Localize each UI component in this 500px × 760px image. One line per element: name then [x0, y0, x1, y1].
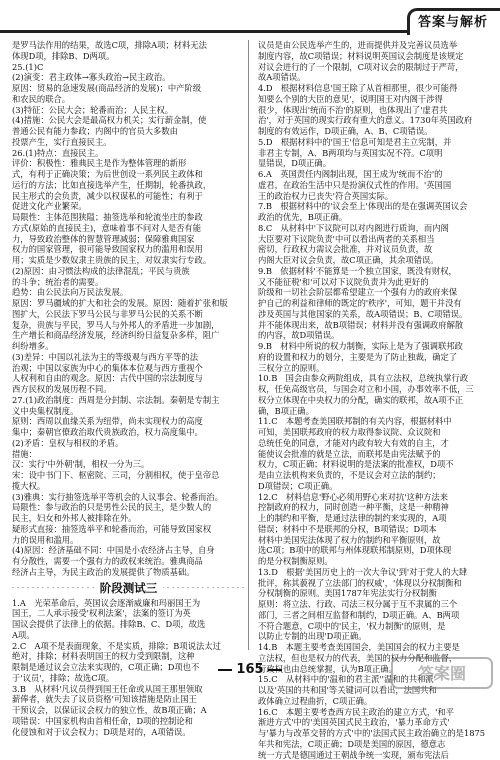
text-line: 限制是通过议会立法来实现的，C项正确；D项也不 [12, 662, 245, 673]
text-line: 政治的优先，B项正确。 [258, 212, 491, 223]
text-line: 显错误，D项正确。 [258, 158, 491, 169]
text-line: 对议会进行的了一个限制，C项对议会的限制过于严苛， [258, 62, 491, 73]
text-line: 民主形式的会负责，减少以权谋私的可能性；有利于 [12, 191, 245, 202]
text-line: (3)特征：公民大会；轮番而治；人民主权。 [12, 105, 245, 116]
text-line: 10.B 国会由参众两院组成，具有立法权，总统执掌行政 [258, 373, 491, 384]
text-line: 阶级和一切社会阶层都希望建立一个强有力的政府来保 [258, 287, 491, 298]
text-line: 涉及英国与其他国家的关系，故A项错误；B、C项错误。 [258, 309, 491, 320]
text-line: 行政权也由总统掌握，认为B项正确。 [258, 664, 491, 675]
text-line: 制度内容，故C项错误；材料说明英国议会制度是该规定 [258, 51, 491, 62]
text-line: 原因：贸易的急速发展(商品经济的发展)；中产阶级 [12, 83, 245, 94]
text-line: 确，B项正确。 [258, 406, 491, 417]
text-line: 非君主专制，A、B两项均与英国实况不符。C项明 [258, 148, 491, 159]
text-line: 用；实质是少数奴隶主贵族的民主，对奴隶实行专政。 [12, 255, 245, 266]
text-line: 的内容，故D项错误。 [258, 330, 491, 341]
text-line: 措施： [12, 449, 245, 460]
page-number: 165 [0, 662, 500, 677]
page-header [0, 0, 500, 38]
text-line: (4)措施：公民大会是最高权力机关；实行薪金制，使 [12, 115, 245, 126]
text-line: 1.A 光荣革命后，英国议会逐渐威廉和玛丽国王为 [12, 598, 245, 609]
text-line: 权分立体现在中央权力的分配，确实的联邦，故A项不正 [258, 395, 491, 406]
text-line: 9.B 依据材料'不能算是一个独立国家，既没有财权， [258, 266, 491, 277]
text-line: 是罗马法作用的结果，故选C项，排除A项；材料无法 [12, 40, 245, 51]
section-heading-text: 阶段测试三 [94, 581, 164, 595]
column-divider [248, 40, 249, 650]
text-line: 很少，体现出'统而不治'的原则，也体现出了'虚君共 [258, 105, 491, 116]
text-line: 护自己的利益和律师的既定的'秩序'，可知，题干并没有 [258, 298, 491, 309]
text-line: 13.D 根据'美国历史上的一次大争议'到'对于党人的大肆 [258, 567, 491, 578]
text-line: 原因：罗马疆域的扩大和社会的发展。原因：随着扩张和版 [12, 298, 245, 309]
text-line: 集中；秦朝官僚政治取代贵族政治，权力高度集中。 [12, 427, 245, 438]
text-line: 5.D 根据材料中的'国王'信息可知是君主立宪制，并 [258, 137, 491, 148]
text-line: 体现D项，排除B、D两项。 [12, 51, 245, 62]
text-line: 薪俸者，就失去了议员资格'可知该措施是防止国王 [12, 694, 245, 705]
text-line: (2)原因：由习惯法构成的法律混乱；平民与贵族 [12, 266, 245, 277]
text-line: 7.B 根据材料中的'议会至上'体现出的是在强调英国议会 [258, 201, 491, 212]
text-line: 11.C 本题考查美国联邦制的有关内容，根据材料中 [258, 416, 491, 427]
text-line: 立法权，但也是权力的代表，美国的权力分配和监督， [258, 653, 491, 664]
text-line: 的是分权制衡原则。 [258, 556, 491, 567]
text-line: 普通公民有能力参政；内阁中的官员大多数由 [12, 126, 245, 137]
text-line: 大臣要对下议院负责'中可以看出两者的关系相当 [258, 234, 491, 245]
text-line: 制度的有效运作，D项正确，A、B、C项错误。 [258, 126, 491, 137]
text-line: 权力的国家管理，很可能导致国家权力的滥用和误用 [12, 244, 245, 255]
text-line: 批评，称其藐视了立法部门的权威'，'体现以分权制衡和 [258, 578, 491, 589]
text-line: 不符合题意，C项中的'民主，'权力制衡'的原则，是 [258, 621, 491, 632]
text-line: 局限性：主体范围狭隘；抽签选举和轮流坐庄的参政 [12, 212, 245, 223]
text-line: 14.B 本题主要考查美国国会，美国国会的权力主要是 [258, 642, 491, 653]
text-line: 故A项错误。 [258, 72, 491, 83]
text-line: 复杂，贵族与平民，罗马人与外邦人的矛盾进一步加剧， [12, 320, 245, 331]
text-line: 揽大权。 [12, 481, 245, 492]
text-line: 治观；中国以家族为中心的集体本位观与西方重视个 [12, 363, 245, 374]
text-line: D项错误；C项正确。 [258, 481, 491, 492]
text-line: (3)雅典：实行抽签选举平等机会的人议事会、轮番而治。 [12, 492, 245, 503]
text-line: 式，有利于正确决策；为后世创设一系列民主政体和 [12, 169, 245, 180]
text-line: A项。 [12, 630, 245, 641]
text-line: 原则：西周以血缘关系为纽带，尚未实现权力的高度 [12, 416, 245, 427]
text-line: 西方民权的发展历程不同。 [12, 384, 245, 395]
watermark-logo [390, 656, 494, 690]
text-line: 年共和宪法，C项正确；D项是美国的原因，德意志 [258, 739, 491, 750]
text-line: 26.(1)特点：直接民主。 [12, 148, 245, 159]
text-line: 8.C 从材料中'下议院可以对内阁进行质询，而内阁 [258, 223, 491, 234]
text-line: 并不能体现出来，故B项错误；材料并没有强调政府解散 [258, 320, 491, 331]
text-line: 经济占主导，为民主政治的发展提供了物质基础。 [12, 567, 245, 578]
text-line: 纠纷增多。 [12, 341, 245, 352]
text-line: (3)差异：中国以礼法为主的等级观与西方平等的法 [12, 352, 245, 363]
text-line: 又不能征税'和'可以对下议院负责并为此更好的 [258, 277, 491, 288]
text-line: 府的设置和权力的划分，主要是为了防止独裁，确定了 [258, 352, 491, 363]
text-line: 以及'英国的共和国'等关键词可以看出，法国共和 [258, 685, 491, 696]
watermark-text: 答案圈 [418, 664, 466, 683]
left-column [12, 40, 245, 737]
text-line: 于'议员'，排除；故选C项。 [12, 673, 245, 684]
text-line: 投票产生，实行直接民主。 [12, 137, 245, 148]
text-line: 错误；材料中不是联邦的分权，B项错误；D项本 [258, 524, 491, 535]
text-line: 治'，对于英国的现实行政有重大的意义。1730年英国政府 [258, 115, 491, 126]
text-line: 控制政府的权力，同时创造一种平衡，这是一种精神 [258, 502, 491, 513]
text-line: 局限性：参与政治的只是男性公民的民主，是少数人的 [12, 502, 245, 513]
text-line: 三权分立的原则。 [258, 363, 491, 374]
text-line: 4.D 根据材料信息'国王除了从首相那里，很少可能得 [258, 83, 491, 94]
text-line: 12.C 材料信息'野心必须用野心来对抗'这种方法来 [258, 492, 491, 503]
text-line: 知要么个别的大臣的意见'，说明国王对内阁干涉得 [258, 94, 491, 105]
text-line: 统一方式是德国通过王朝战争统一实现，颁布宪法后 [258, 750, 491, 760]
text-line: 力，导致政治整体的智慧管理减弱；保障雅典国家 [12, 234, 245, 245]
text-line: 人权利和自由的观念。原因：古代中国的宗法制度与 [12, 373, 245, 384]
text-line: 原则：将立法、行政、司法三权分属于互不隶属的三个 [258, 599, 491, 610]
text-line: 权力，C项正确；材料说明的是法案的批准权，D项不 [258, 459, 491, 470]
text-line: 25.(1)C [12, 62, 245, 73]
text-line: 权，任免高级官员，与国会对立和小国，办事效率不低，三 [258, 384, 491, 395]
text-line: 上的制约和平衡，是通过法律的制约来实现的，A项 [258, 513, 491, 524]
text-line: 评价：积极性：雅典民主是作为整体管理的新形 [12, 158, 245, 169]
text-line: 材料中美国宪法体现了权力的制约和平衡原则，故 [258, 535, 491, 546]
text-line: 选C项；B项中的联邦与州体现联邦制原则，D项体现 [258, 545, 491, 556]
text-line: 能使议会批准的就是立法，而联邦是由宪法赋予的 [258, 449, 491, 460]
text-line: 是由立法机构来负责的，不是议会对立法的制约； [258, 470, 491, 481]
text-line: 总统任免的同意，才能对内政有较大有效的自主，才 [258, 438, 491, 449]
text-line: 与'暴力与改革交替的方式'中的'法国式民主政治确立的是1875 [258, 728, 491, 739]
text-line: 15.C 从材料中的'温和的君主派''温和的共和派' [258, 674, 491, 685]
text-line: 和农民的联合。 [12, 94, 245, 105]
text-line: 王的政治权力已丧失'符合英国实际。 [258, 191, 491, 202]
text-line: 义中央集权制度。 [12, 406, 245, 417]
text-line: 宋：设中书门下、枢密院、三司，分割相权，使于皇帝总 [12, 470, 245, 481]
text-line: 渐进方式'中的'美国英国式民主政治，'暴力革命方式' [258, 717, 491, 728]
text-line: (2)演变：君主政体→寡头政治→民主政治。 [12, 72, 245, 83]
text-line: 趋势：由公民法向万民法发展。 [12, 287, 245, 298]
text-line: 密切，行政权力需议会批准，并对议员负责，故 [258, 244, 491, 255]
text-line: 3.B 从材料'凡议员得到国王任命或从国王那里领取 [12, 684, 245, 695]
text-line: 可知，美国联邦政府的权力取得参议院、众议院和 [258, 427, 491, 438]
header-title: 答案与解析 [418, 11, 488, 30]
text-line: 16.C 本题主要考查西方民主政治的建立方式，'和平 [258, 707, 491, 718]
text-line: 项错误：中国家机构由首相任命，D项的控制论和 [12, 716, 245, 727]
text-line: 汉：实行'中外朝'制，相权一分为三。 [12, 459, 245, 470]
text-line: 议员是由公民选举产生的，进而提供并及完善议员选举 [258, 40, 491, 51]
page-footer [0, 658, 500, 691]
text-line: 内阁大臣对议会负责，故C项正确，其余项错误。 [258, 255, 491, 266]
text-line: 运行的方法；比如直接选举产生，任期制，轮番执政， [12, 180, 245, 191]
text-line: 6.A 英国责任内阁制出现，国王成为'统而不治'的 [258, 169, 491, 180]
text-line: 干预议会，以保证议会权力的独立性，故B项正确；A [12, 705, 245, 716]
text-line: 疑形式直接：抽签选举平和轮番而治，可能导致国家权 [12, 524, 245, 535]
text-line: (2)矛盾：皇权与相权的矛盾。 [12, 438, 245, 449]
right-column [258, 40, 491, 760]
text-line: 部门，三者之间相互监督和制约，D项正确。A、B两项 [258, 610, 491, 621]
text-line: 虚君，在政治生活中只是扮演仪式性的作用。'英国国 [258, 180, 491, 191]
text-line: 分权制衡的原则。美国1787年宪法实行分权制衡 [258, 588, 491, 599]
text-line: 政体确立过程曲折，C项正确。 [258, 696, 491, 707]
text-line: 国议会提供了法律上的依据。排除B、C、D项，故选 [12, 619, 245, 630]
text-line: 的斗争；统治者的需要。 [12, 277, 245, 288]
text-line: 化侵蚀和对于议会权力；D项是对的，A项错误。 [12, 727, 245, 738]
text-line: 有分散性，需要一个强有力的政权来统治。雅典商品 [12, 556, 245, 567]
text-line: 图扩大，公民法下罗马公民与非罗马公民的关系不断 [12, 309, 245, 320]
text-line: 力的误用和滥用。 [12, 535, 245, 546]
text-line: 以防止专制的出现'D项正确。 [258, 631, 491, 642]
text-line: 2.C A项不是表面现象，不是实质，排除；B项说法太过 [12, 641, 245, 652]
section-heading [12, 578, 245, 598]
text-line: 27.(1)政治制度：西周是分封制、宗法制。秦朝是专制主 [12, 395, 245, 406]
text-line: 绝对，排除；材料表明国王的权力受到限制，这种 [12, 651, 245, 662]
text-line: (4)原因：经济基础不同：中国是小农经济占主导，自身 [12, 545, 245, 556]
text-line: 促进文化产业繁荣。 [12, 201, 245, 212]
text-line: 生产增长和商品经济发展，经济纠纷日益复杂多样，阻广 [12, 330, 245, 341]
text-line: 9.B 材料中所说的权力制衡，实际上是为了强调联邦政 [258, 341, 491, 352]
text-line: 方式(原始的直接民主)，意味着事不问对人是否有能 [12, 223, 245, 234]
text-line: 民主，妇女和外邦人被排除在外。 [12, 513, 245, 524]
text-line: 国王，二人承示接受'权利法案'，法案的签订为英 [12, 608, 245, 619]
